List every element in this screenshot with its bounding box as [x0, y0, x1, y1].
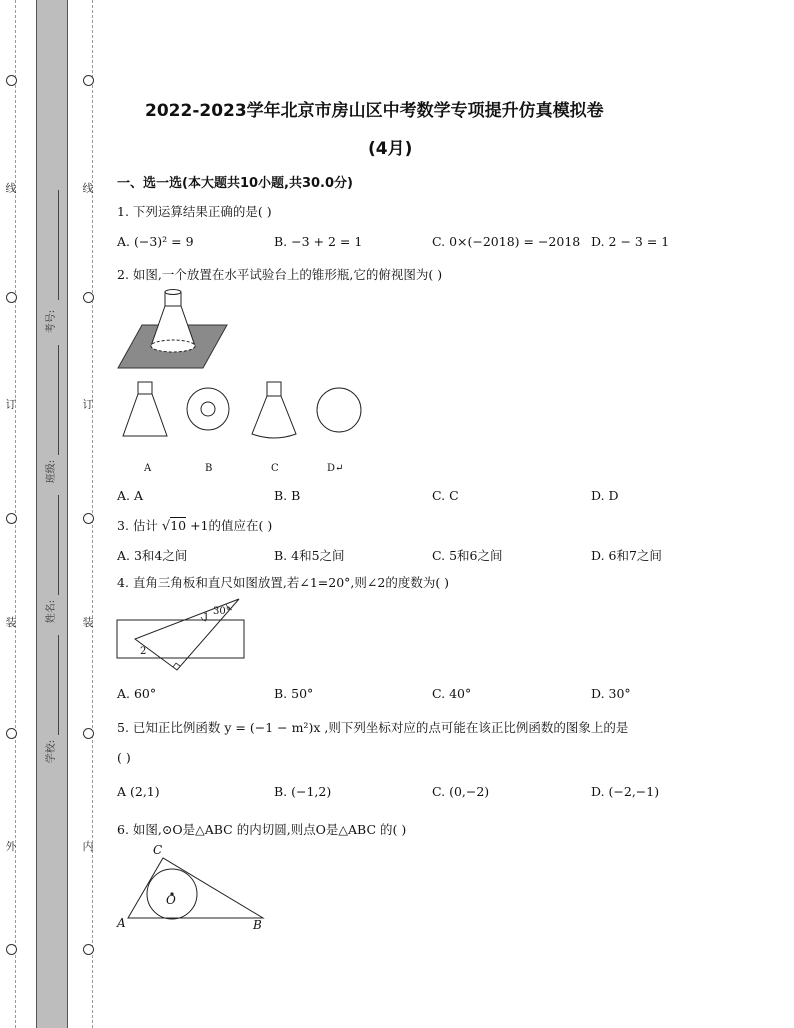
q3-stem-prefix: 3. 估计 [117, 518, 158, 533]
page-subtitle: (4月) [368, 139, 413, 159]
punch-hole [6, 728, 17, 739]
question-2-stem: 2. 如图,一个放置在水平试验台上的锥形瓶,它的俯视图为( ) [117, 267, 443, 282]
punch-hole [83, 513, 94, 524]
question-5-stem-tail: ( ) [117, 750, 131, 765]
punch-hole [83, 944, 94, 955]
q2-figure-option-b [185, 386, 231, 432]
margin-char-xian: 线 [5, 182, 17, 195]
section-heading: 一、选一选(本大题共10小题,共30.0分) [117, 176, 353, 191]
punch-hole [6, 944, 17, 955]
q2-option-b: B. B [274, 488, 301, 503]
q4-option-d: D. 30° [591, 686, 631, 701]
incircle-figure [118, 840, 268, 935]
q5-option-d: D. (−2,−1) [591, 784, 660, 799]
field-label-school: 学校: [46, 739, 58, 764]
q6-vertex-c: C [153, 843, 163, 857]
q3-option-a: A. 3和4之间 [117, 548, 188, 563]
q6-center-o: O [166, 893, 176, 907]
q6-vertex-b: B [253, 918, 262, 932]
punch-hole [6, 292, 17, 303]
field-line-school[interactable] [58, 635, 59, 735]
q3-stem-suffix: +1的值应在( ) [190, 518, 273, 533]
field-label-exam-number: 考号: [46, 309, 58, 334]
q2-figure-option-c [250, 380, 300, 442]
margin-char-ding: 订 [82, 398, 94, 411]
q4-option-a: A. 60° [117, 686, 157, 701]
q2-figure-label-d: D↵ [327, 463, 344, 474]
q3-radicand: 10 [170, 518, 187, 533]
field-label-name: 姓名: [46, 599, 58, 624]
margin-char-wai: 外 [5, 840, 17, 853]
field-line-name[interactable] [58, 495, 59, 595]
q2-figure-label-c: C [271, 463, 279, 474]
punch-hole [6, 75, 17, 86]
q4-option-c: C. 40° [432, 686, 472, 701]
punch-hole [83, 292, 94, 303]
binding-band [36, 0, 68, 1028]
question-4-stem: 4. 直角三角板和直尺如图放置,若∠1=20°,则∠2的度数为( ) [117, 575, 450, 590]
question-5-stem: 5. 已知正比例函数 y = (−1 − m²)x ,则下列坐标对应的点可能在该正比例函数的图象上的是 [117, 720, 629, 735]
punch-hole [83, 75, 94, 86]
field-label-class: 班级: [46, 459, 58, 484]
q2-option-a: A. A [117, 488, 144, 503]
page-title: 2022-2023学年北京市房山区中考数学专项提升仿真模拟卷 [145, 101, 604, 121]
q2-figure-option-a [121, 380, 171, 440]
punch-hole [83, 728, 94, 739]
q4-angle-30-label: 30° [213, 606, 231, 617]
q4-option-b: B. 50° [274, 686, 314, 701]
q1-option-a: A. (−3)² = 9 [117, 234, 194, 249]
q1-option-d: D. 2 − 3 = 1 [591, 234, 670, 249]
sqrt-sign: √ [161, 519, 171, 534]
q3-option-c: C. 5和6之间 [432, 548, 503, 563]
q1-option-c: C. 0×(−2018) = −2018 [432, 234, 581, 249]
question-6-stem: 6. 如图,⊙O是△ABC 的内切圆,则点O是△ABC 的( ) [117, 822, 407, 837]
q2-figure-label-b: B [205, 463, 213, 474]
conical-flask-figure [115, 288, 230, 370]
punch-hole [6, 513, 17, 524]
field-line-class[interactable] [58, 345, 59, 455]
q4-angle-2-label: 2 [140, 646, 147, 657]
q3-option-d: D. 6和7之间 [591, 548, 662, 563]
margin-char-ding: 订 [5, 398, 17, 411]
margin-char-zhuang: 装 [5, 616, 17, 629]
q1-option-b: B. −3 + 2 = 1 [274, 234, 363, 249]
q4-angle-1-label: 1 [203, 612, 210, 623]
q5-option-a: A (2,1) [117, 784, 160, 799]
q5-option-b: B. (−1,2) [274, 784, 332, 799]
q5-option-c: C. (0,−2) [432, 784, 490, 799]
q2-figure-label-a: A [144, 463, 152, 474]
q2-option-d: D. D [591, 488, 619, 503]
margin-char-nei: 内 [82, 840, 94, 853]
field-line-exam-number[interactable] [58, 190, 59, 300]
margin-char-xian: 线 [82, 182, 94, 195]
q2-option-c: C. C [432, 488, 459, 503]
q6-vertex-a: A [117, 916, 126, 930]
margin-char-zhuang: 装 [82, 616, 94, 629]
q3-option-b: B. 4和5之间 [274, 548, 345, 563]
question-3-stem [117, 516, 272, 534]
q2-figure-option-d [316, 387, 364, 435]
question-1-stem: 1. 下列运算结果正确的是( ) [117, 204, 272, 219]
